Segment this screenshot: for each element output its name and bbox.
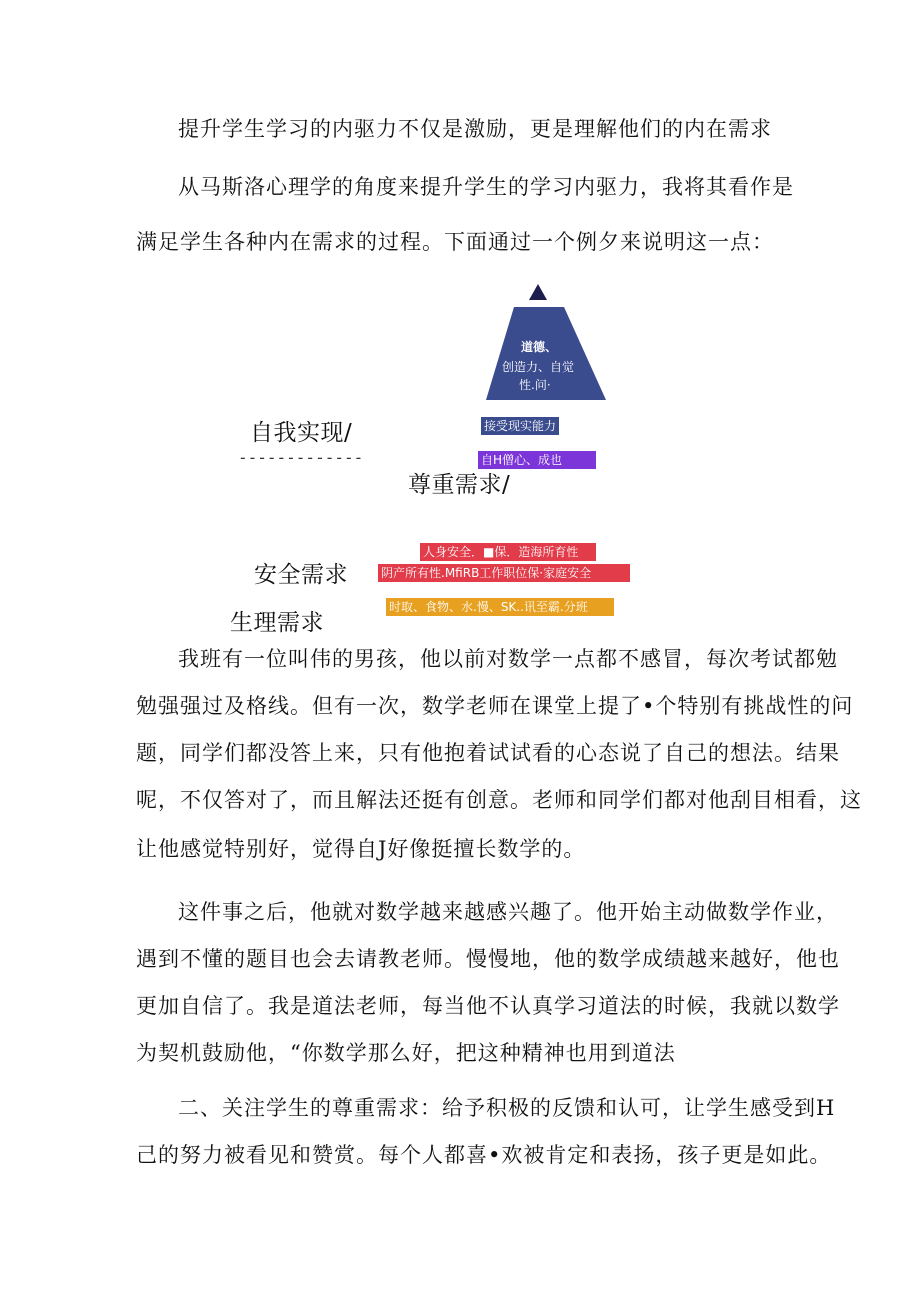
pyramid-line-4: 解决能力、公正度、 — [484, 401, 593, 415]
level-safety: 安全需求 — [254, 562, 348, 588]
story2-line-1: 这件事之后，他就对数学越来越感兴趣了。他开始主动做数学作业， — [178, 900, 838, 924]
physiological-tag: 时取、食物、水.慢、SK..讯至霸.分班 — [386, 598, 614, 616]
story2-line-3: 更加自信了。我是道法老师，每当他不认真学习道法的时候，我就以数学 — [136, 994, 840, 1018]
level-esteem: 尊重需求/ — [408, 472, 511, 498]
intro-line-1: 从马斯洛心理学的角度来提升学生的学习内驱力，我将其看作是 — [178, 175, 794, 199]
story-line-5: 让他感觉特别好，觉得自J好像挺擅长数学的。 — [136, 837, 586, 861]
heading: 提升学生学习的内驱力不仅是激励，更是理解他们的内在需求 — [178, 117, 772, 141]
story-line-3: 题，同学们都没答上来，只有他抱着试试看的心态说了自己的想法。结果 — [136, 741, 840, 765]
story-line-2: 勉强强过及格线。但有一次，数学老师在课堂上提了•个特别有挑战性的问 — [136, 694, 854, 718]
pyramid-apex — [529, 284, 547, 300]
story-line-1: 我班有一位叫伟的男孩，他以前对数学一点都不感冒，每次考试都勉 — [178, 647, 838, 671]
esteem-tag: 自H僧心、成也 — [478, 451, 596, 469]
intro-line-2: 满足学生各种内在需求的过程。下面通过一个例夕来说明这一点： — [136, 230, 774, 254]
story-line-4: 呢，不仅答对了，而且解法还挺有创意。老师和同学们都对他刮目相看，这 — [136, 788, 862, 812]
safety-tag-1: 人身安全．■保．造海所育性 — [420, 543, 596, 561]
pyramid-line-2: 创造力、自觉 — [502, 360, 575, 374]
pyramid-line-5: 接受现实能力 — [481, 417, 559, 435]
section2-line-1: 二、关注学生的尊重需求：给予积极的反馈和认可，让学生感受到H — [178, 1096, 836, 1120]
story2-line-2: 遇到不懂的题目也会去请教老师。慢慢地，他的数学成绩越来越好，他也 — [136, 947, 840, 971]
section2-line-2: 己的努力被看见和赞赏。每个人都喜•欢被肯定和表扬，孩子更是如此。 — [136, 1143, 832, 1167]
divider-dashes: ------------- — [238, 448, 364, 467]
level-physiological: 生理需求 — [230, 610, 324, 636]
safety-tag-2: 阴产所有性.MfiRB工作职位保·家庭安全 — [378, 564, 630, 582]
pyramid-line-3: 性.问· — [519, 378, 551, 392]
level-self-actualization: 自我实现/ — [250, 420, 353, 446]
story2-line-4: 为契机鼓励他，“你数学那么好，把这种精神也用到道法 — [136, 1041, 676, 1065]
pyramid-line-1: 道德、 — [521, 340, 558, 354]
